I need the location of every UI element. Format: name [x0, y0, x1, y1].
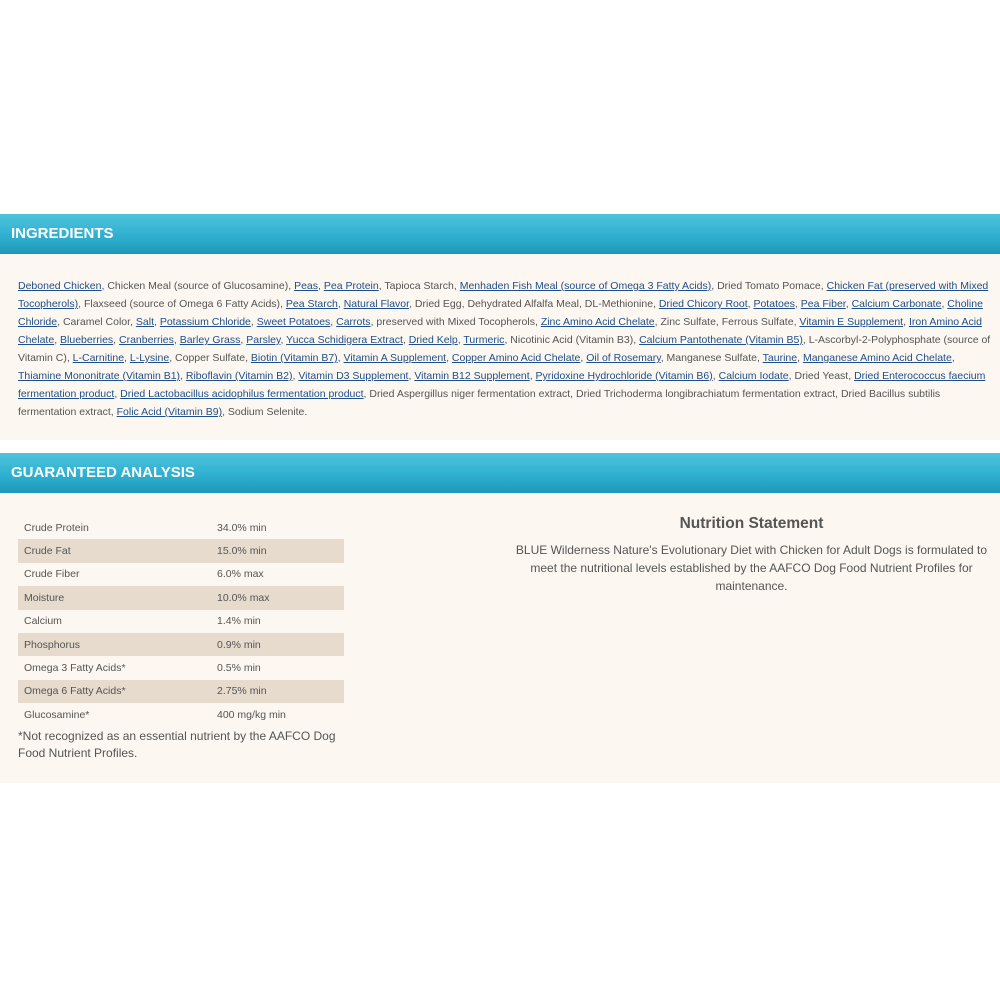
ingredient-separator: , [110, 406, 117, 418]
ingredient-link[interactable]: Carrots [336, 316, 371, 328]
ingredients-heading: INGREDIENTS [11, 225, 114, 242]
ingredient-separator: , [941, 298, 948, 310]
ingredient-separator: , [280, 298, 286, 310]
ingredient-link[interactable]: Taurine [762, 352, 798, 364]
ingredient-link[interactable]: Pea Protein [323, 280, 379, 292]
ingredient-separator: , [570, 388, 576, 400]
analysis-row [18, 703, 344, 726]
ingredient-separator: , [747, 298, 754, 310]
nutrient-name: Phosphorus [18, 633, 211, 656]
nutrient-name: Crude Protein [24, 521, 89, 534]
ingredient-separator: , [820, 280, 827, 292]
ingredient-separator: , [240, 334, 247, 346]
ingredient-link[interactable]: Copper Amino Acid Chelate [451, 352, 581, 364]
ingredient-separator: , [633, 334, 640, 346]
ingredient-text: Dried Tomato Pomace [717, 280, 821, 292]
ingredient-text: Dehydrated Alfalfa Meal [467, 298, 579, 310]
ingredient-link[interactable]: Sweet Potatoes [256, 316, 331, 328]
analysis-row [18, 610, 344, 633]
ingredient-link[interactable]: L-Lysine [129, 352, 170, 364]
ingredient-link[interactable]: Choline Chloride [18, 298, 983, 328]
ingredient-link[interactable]: Parsley [246, 334, 281, 346]
guaranteed-analysis-table [18, 516, 344, 727]
ingredient-link[interactable]: Blueberries [60, 334, 114, 346]
ingredient-link[interactable]: Iron Amino Acid Chelate [18, 316, 982, 346]
ingredient-link[interactable]: Potatoes [753, 298, 795, 310]
ingredient-link[interactable]: Pyridoxine Hydrochloride (Vitamin B6) [535, 370, 713, 382]
ingredient-separator: , [409, 298, 415, 310]
ingredient-separator: , [292, 370, 299, 382]
ingredient-separator: , [113, 334, 120, 346]
ingredient-link[interactable]: Dried Enterococcus faecium fermentation product [18, 370, 986, 400]
ingredient-text: Tapioca Starch [384, 280, 454, 292]
ingredient-text: Sodium Selenite [227, 406, 305, 418]
nutrient-name: Crude Fat [18, 539, 211, 562]
ingredient-separator: , [402, 334, 409, 346]
analysis-row [18, 563, 344, 586]
ingredient-text: Dried Trichoderma longibrachiatum fermentation extract [576, 388, 836, 400]
ingredient-link[interactable]: Riboflavin (Vitamin B2) [185, 370, 293, 382]
ingredient-separator: , [222, 406, 228, 418]
analysis-row [18, 633, 344, 656]
ingredient-separator: , [712, 370, 719, 382]
ingredient-separator: , [66, 352, 73, 364]
ingredient-text: Dried Egg [414, 298, 462, 310]
ingredient-text: Ferrous Sulfate [721, 316, 794, 328]
nutrient-value: 2.75% min [211, 680, 344, 703]
ingredient-link[interactable]: Peas [294, 280, 319, 292]
ingredient-separator: , [534, 316, 541, 328]
ingredient-text: Flaxseed (source of Omega 6 Fatty Acids) [83, 298, 281, 310]
analysis-row [18, 680, 344, 703]
ingredient-link[interactable]: Oil of Rosemary [586, 352, 661, 364]
guaranteed-analysis-header[interactable] [0, 453, 1000, 493]
ingredient-separator: , [378, 280, 385, 292]
ingredient-separator: . [304, 406, 308, 418]
analysis-row [18, 539, 344, 562]
ingredient-separator: , [288, 280, 295, 292]
ingredient-separator: , [654, 316, 661, 328]
ingredient-separator: , [903, 316, 909, 328]
ingredient-link[interactable]: Natural Flavor [343, 298, 410, 310]
ingredient-link[interactable]: Thiamine Mononitrate (Vitamin B1) [18, 370, 181, 382]
ingredient-text: Dried Bacillus subtilis fermentation extract [18, 388, 941, 418]
ingredient-separator: , [408, 370, 415, 382]
ingredients-list [18, 277, 993, 421]
nutrient-name: Glucosamine* [24, 708, 90, 721]
ingredients-header[interactable] [0, 214, 1000, 254]
ingredient-separator: , [370, 316, 377, 328]
ingredient-separator: , [835, 388, 841, 400]
ingredient-link[interactable]: Cranberries [119, 334, 174, 346]
ingredient-separator: , [57, 316, 63, 328]
ingredient-separator: , [453, 280, 460, 292]
ingredient-link[interactable]: Calcium Pantothenate (Vitamin B5) [639, 334, 803, 346]
ingredient-separator: , [318, 280, 324, 292]
nutrition-statement-text: BLUE Wilderness Nature's Evolutionary Diet with Chicken for Adult Dogs is formulated to meet the nutritional levels established by the AAFCO Dog Food Nutrient Profiles for maintenance. [515, 543, 988, 593]
ingredient-link[interactable]: Calcium Carbonate [851, 298, 942, 310]
nutrient-value: 6.0% max [217, 568, 264, 581]
ingredient-link[interactable]: L-Carnitine [72, 352, 125, 364]
ingredient-link[interactable]: Vitamin D3 Supplement [298, 370, 409, 382]
nutrition-statement-title: Nutrition Statement [679, 515, 824, 532]
ingredient-link[interactable]: Dried Chicory Root [658, 298, 748, 310]
ingredient-separator: , [788, 370, 795, 382]
ingredient-separator: , [580, 352, 587, 364]
ingredient-text: Caramel Color [62, 316, 131, 328]
ingredient-link[interactable]: Dried Kelp [408, 334, 458, 346]
ingredient-separator: , [793, 316, 800, 328]
ingredient-separator: , [802, 334, 809, 346]
ingredient-separator: , [504, 334, 511, 346]
nutrient-value: 15.0% min [211, 539, 344, 562]
ingredient-link[interactable]: Potassium Chloride [159, 316, 251, 328]
ingredient-link[interactable]: Vitamin B12 Supplement [414, 370, 530, 382]
nutrient-value: 34.0% min [217, 521, 267, 534]
guaranteed-analysis-heading: GUARANTEED ANALYSIS [11, 464, 195, 481]
nutrient-value: 400 mg/kg min [217, 708, 286, 721]
ingredient-separator: , [154, 316, 160, 328]
ingredient-link[interactable]: Chicken Fat (preserved with Mixed Tocopherols) [18, 280, 989, 310]
ingredient-text: Manganese Sulfate [666, 352, 758, 364]
ingredient-separator: , [848, 370, 855, 382]
ingredient-link[interactable]: Calcium Iodate [718, 370, 789, 382]
ingredient-separator: , [330, 316, 337, 328]
ingredient-separator: , [845, 298, 852, 310]
nutrient-value: 1.4% min [217, 615, 261, 628]
nutrient-value: 0.9% min [211, 633, 344, 656]
ingredient-separator: , [54, 334, 61, 346]
ingredient-separator: , [757, 352, 763, 364]
ingredient-separator: , [711, 280, 718, 292]
ingredient-separator: , [660, 352, 667, 364]
ingredient-link[interactable]: Deboned Chicken [18, 280, 102, 292]
ingredient-text: Dried Aspergillus niger fermentation extract [369, 388, 571, 400]
nutrient-name: Omega 3 Fatty Acids* [24, 662, 126, 675]
ingredient-separator: , [446, 352, 452, 364]
ingredient-link[interactable]: Zinc Amino Acid Chelate [540, 316, 655, 328]
ingredient-link[interactable]: Vitamin A Supplement [343, 352, 447, 364]
nutrient-value: 10.0% max [211, 586, 344, 609]
ingredient-link[interactable]: Dried Lactobacillus acidophilus fermentation product [120, 388, 364, 400]
ingredient-link[interactable]: Barley Grass [179, 334, 241, 346]
ingredient-separator: , [363, 388, 370, 400]
ingredient-link[interactable]: Pea Starch [285, 298, 338, 310]
ingredient-text: Nicotinic Acid (Vitamin B3) [510, 334, 634, 346]
ingredient-link[interactable]: Folic Acid (Vitamin B9) [116, 406, 223, 418]
analysis-row [18, 656, 344, 679]
analysis-row [18, 586, 344, 609]
ingredient-separator: , [794, 298, 801, 310]
analysis-footnote: *Not recognized as an essential nutrient by the AAFCO Dog Food Nutrient Profiles. [18, 729, 336, 760]
ingredient-text: Copper Sulfate [175, 352, 246, 364]
ingredient-separator: , [578, 298, 585, 310]
ingredient-separator: , [951, 352, 955, 364]
nutrient-value: 0.5% min [217, 662, 261, 675]
ingredient-separator: , [173, 334, 180, 346]
nutrient-name: Calcium [24, 615, 62, 628]
ingredient-text: preserved with Mixed Tocopherols [376, 316, 535, 328]
ingredient-link[interactable]: Turmeric [463, 334, 505, 346]
ingredient-separator: , [250, 316, 257, 328]
ingredient-link[interactable]: Vitamin E Supplement [799, 316, 904, 328]
ingredient-link[interactable]: Biotin (Vitamin B7) [250, 352, 338, 364]
ingredient-separator: , [653, 298, 659, 310]
ingredient-separator: , [797, 352, 803, 364]
ingredient-separator: , [114, 388, 121, 400]
ingredient-link[interactable]: Menhaden Fish Meal (source of Omega 3 Fatty Acids) [459, 280, 712, 292]
ingredient-separator: , [180, 370, 186, 382]
ingredient-separator: , [124, 352, 130, 364]
ingredient-separator: , [457, 334, 464, 346]
ingredient-text: L-Ascorbyl-2-Polyphosphate (source of Vitamin C) [18, 334, 991, 364]
ingredient-separator: , [715, 316, 722, 328]
ingredient-link[interactable]: Manganese Amino Acid Chelate [802, 352, 952, 364]
ingredient-separator: , [169, 352, 176, 364]
nutrient-name: Moisture [18, 586, 211, 609]
ingredient-link[interactable]: Pea Fiber [800, 298, 846, 310]
ingredient-link[interactable]: Yucca Schidigera Extract [286, 334, 403, 346]
ingredient-separator: , [130, 316, 136, 328]
nutrient-name: Omega 6 Fatty Acids* [18, 680, 211, 703]
ingredient-separator: , [245, 352, 251, 364]
ingredient-separator: , [337, 352, 344, 364]
ingredient-separator: , [337, 298, 344, 310]
ingredient-text: Chicken Meal (source of Glucosamine) [107, 280, 289, 292]
ingredient-separator: , [280, 334, 287, 346]
ingredient-text: Zinc Sulfate [660, 316, 716, 328]
ingredient-separator: , [461, 298, 468, 310]
nutrient-name: Crude Fiber [24, 568, 80, 581]
ingredient-link[interactable]: Salt [135, 316, 154, 328]
analysis-row [18, 516, 344, 539]
ingredient-text: Dried Yeast [794, 370, 849, 382]
ingredient-separator: , [78, 298, 84, 310]
ingredient-text: DL-Methionine [584, 298, 654, 310]
ingredient-separator: , [529, 370, 536, 382]
ingredient-separator: , [101, 280, 108, 292]
